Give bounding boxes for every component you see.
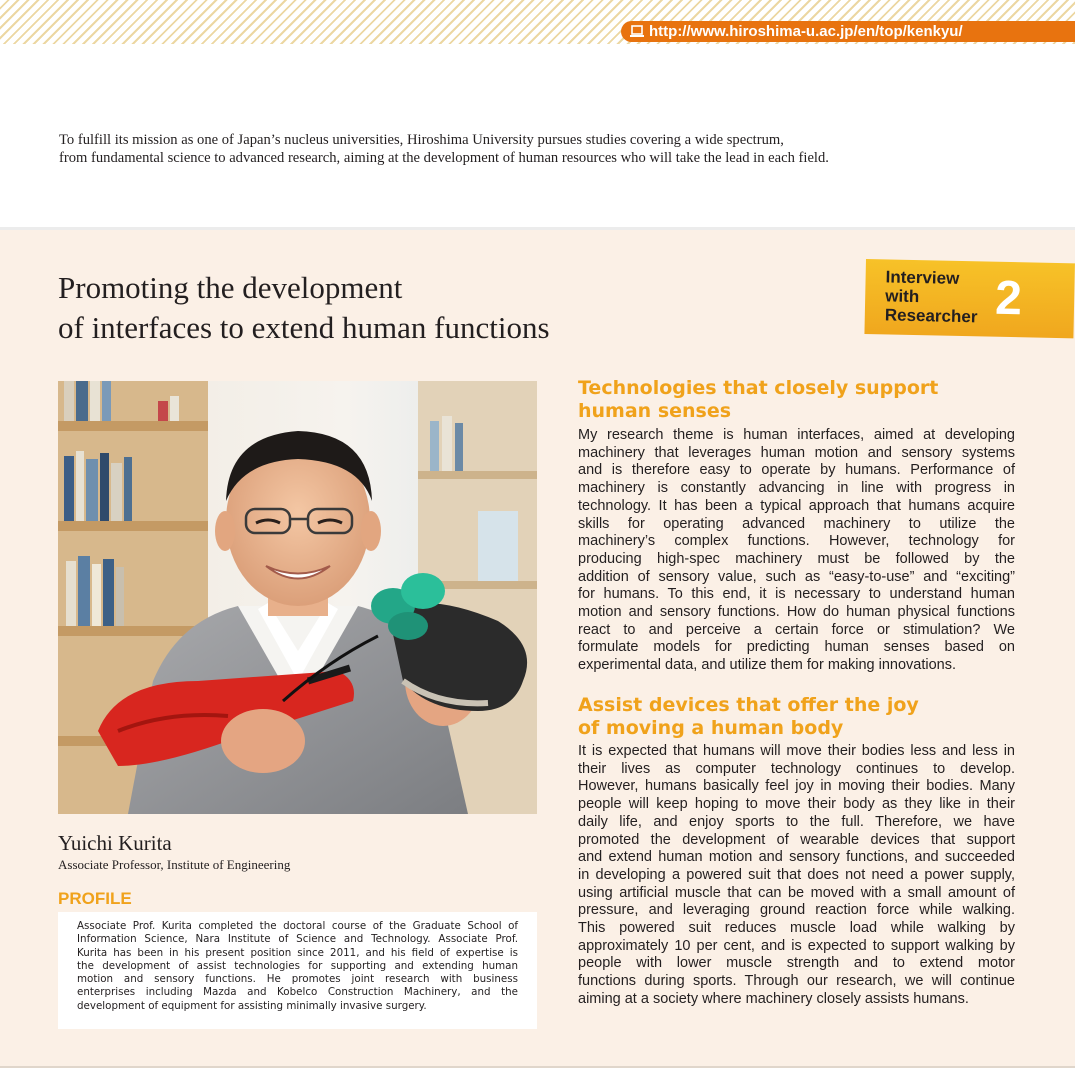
body-line: in developing a powered suit that does not need a power supply, <box>578 866 1015 883</box>
body-line: motion and sensory functions. How do human physical functions <box>578 604 1015 621</box>
body-line: approximately 10 per cent, and is expected to support walking by <box>578 937 1015 954</box>
section-heading-line: Technologies that closely support <box>578 377 939 399</box>
laptop-icon <box>629 23 645 44</box>
body-line: My research theme is human interfaces, aimed at developing <box>578 427 1015 443</box>
body-line: machinery’s complex functions. However, technology for <box>578 533 1015 550</box>
body-line: However, humans basically feel joy in moving their bodies. Many <box>578 778 1015 795</box>
badge-label <box>885 267 979 326</box>
body-line: daily life, and enjoy sports to the full. Therefore, we have <box>578 813 1015 830</box>
body-line: and extend human motion and sensory functions, and succeeded <box>578 849 1015 866</box>
body-line: formulate models for predicting human senses based on <box>578 639 1015 656</box>
body-line: pressure, and leveraging ground reaction force while walking. <box>578 902 1015 919</box>
section-heading-line: human senses <box>578 400 732 422</box>
section-body-assist-devices <box>578 743 1015 1009</box>
section-heading-assist-devices <box>578 694 1018 740</box>
body-line: people with lower muscle strength and to extend motor <box>578 955 1015 972</box>
title-line: Promoting the development <box>58 270 403 305</box>
body-line: people will keep hoping to move their body as they like in their <box>578 796 1015 813</box>
body-line: react to and perceive a certain force or stimulation? We <box>578 621 1015 638</box>
profile-text <box>58 912 537 1029</box>
badge-label-line: Interview <box>885 267 960 288</box>
body-line: for humans. To this end, it is necessary to understand human <box>578 586 1015 603</box>
body-line: machinery is constantly advancing in line with progress in <box>578 480 1015 497</box>
body-line: functions during sports. Through our research, we will continue <box>578 973 1015 990</box>
body-line: machinery that leverages human motion and sensory systems <box>578 444 1015 461</box>
researcher-position: Associate Professor, Institute of Engineering <box>58 857 291 872</box>
body-line: and is therefore easy to operate by humans. Performance of <box>578 462 1015 479</box>
interview-badge <box>864 259 1075 338</box>
body-line: using artificial muscle that can be moved with a small amount of <box>578 884 1015 901</box>
researcher-photo <box>58 381 537 814</box>
body-line: skills for operating advanced machinery to utilize the <box>578 515 1015 532</box>
profile-line: development of equipment for assisting minimally invasive surgery. <box>77 999 427 1012</box>
body-line: experimental data, and utilize them for making innovations. <box>578 657 957 674</box>
profile-line: Associate Prof. Kurita completed the doctoral course of the Graduate School of <box>77 920 518 932</box>
website-url[interactable]: http://www.hiroshima-u.ac.jp/en/top/kenkyu/ <box>649 23 963 40</box>
profile-line: motion and sensory functions. He promotes joint research with business <box>77 973 518 986</box>
profile-line: the development of assist technologies for supporting and extending human <box>77 959 518 972</box>
badge-label-line: with <box>885 286 920 307</box>
section-heading-line: of moving a human body <box>578 717 844 739</box>
website-url-bar[interactable] <box>621 21 1075 42</box>
profile-line: Information Science, Nara Institute of Science and Technology. Associate Prof. <box>77 933 518 946</box>
body-line: technology. It has been a typical approach that humans acquire <box>578 497 1015 514</box>
profile-line: Kurita has been in his present position since 2011, and his field of expertise is <box>77 946 518 959</box>
body-line: aiming at a society where machinery closely assists humans. <box>578 990 969 1007</box>
body-line: It is expected that humans will move their bodies less and less in <box>578 743 1015 759</box>
body-line: their lives as computer technology continues to develop. <box>578 760 1015 777</box>
mission-line: To fulfill its mission as one of Japan’s nucleus universities, Hiroshima University pursues studies covering a wide spectrum, <box>59 132 784 148</box>
body-line: This powered suit reduces muscle load while walking by <box>578 920 1015 937</box>
body-line: addition of sensory value, such as “easy-to-use” and “exciting” <box>578 568 1015 585</box>
mission-line: from fundamental science to advanced research, aiming at the development of human resources who will take the lead in each field. <box>59 150 829 166</box>
body-line: producing high-spec machinery must be followed by the <box>578 550 1015 567</box>
section-heading-technologies <box>578 377 1018 423</box>
badge-number: 2 <box>994 271 1023 326</box>
article-title <box>58 268 838 348</box>
profile-heading: PROFILE <box>58 889 132 908</box>
body-line: promoted the development of wearable devices that support <box>578 831 1015 848</box>
section-body-technologies <box>578 427 1015 675</box>
mission-statement <box>59 131 1019 167</box>
badge-label-line: Researcher <box>884 305 978 327</box>
profile-line: enterprises including Mazda and Kobelco Construction Machinery, and the <box>77 986 518 999</box>
researcher-name: Yuichi Kurita <box>58 831 172 855</box>
section-heading-line: Assist devices that offer the joy <box>578 694 919 716</box>
title-line: of interfaces to extend human functions <box>58 310 550 345</box>
